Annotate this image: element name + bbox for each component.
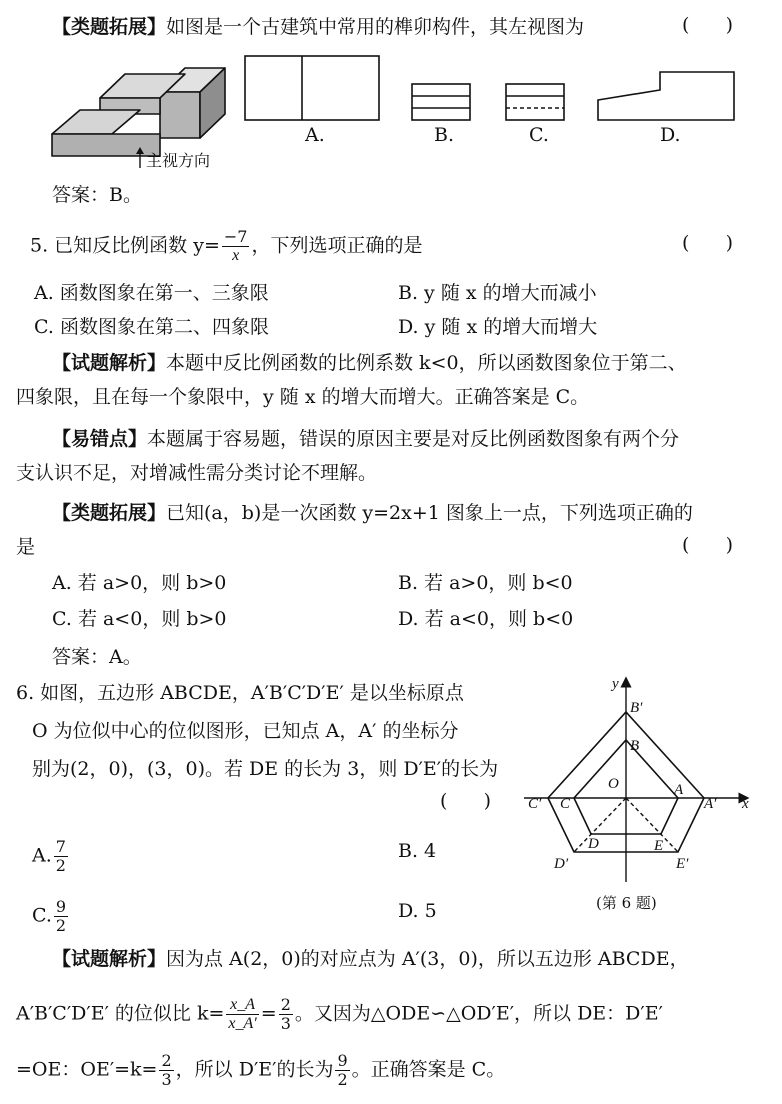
q5-stem-pre: 5. 已知反比例函数 y= [30, 234, 220, 257]
ext1-option-d-label: D. [660, 124, 681, 146]
q5-fraction [222, 228, 250, 265]
q6-analysis-text3a: =OE：OE′=k= [16, 1058, 158, 1081]
label-E1: E′ [676, 856, 689, 872]
q5-stem-post: ，下列选项正确的是 [251, 234, 423, 257]
q5-error-tag: 【易错点】 [52, 428, 148, 450]
q6-analysis-line3 [16, 1052, 505, 1089]
q6-analysis-text3b: ，所以 D′E′的长为 [175, 1058, 334, 1081]
optionB-shape [412, 84, 470, 120]
q6-analysis-tag: 【试题解析】 [52, 948, 167, 970]
ext2-stem-line2: 是 [16, 536, 36, 558]
ext1-option-figures [244, 54, 744, 124]
q6-analysis-text1: 因为点 A(2，0)的对应点为 A′(3，0)，所以五边形 ABCDE， [166, 948, 689, 970]
q6-analysis-line1 [52, 946, 689, 972]
q6-option-c [32, 898, 70, 935]
q6-option-c-num: 9 [55, 897, 67, 916]
ray-oe1 [626, 798, 678, 852]
q5-frac-num: −7 [223, 227, 248, 246]
q5-frac-den: x [232, 247, 240, 264]
ext1-option-a-label: A. [305, 124, 325, 146]
q5-error-line2: 支认识不足，对增减性需分类讨论不理解。 [16, 462, 378, 484]
q6-analysis-text3c: 。正确答案是 C。 [351, 1058, 506, 1081]
q5-stem [30, 228, 422, 265]
label-A: A [674, 782, 684, 798]
ray-od1 [574, 798, 626, 852]
q6-option-a-label: A. [32, 844, 52, 867]
q5-error-text1: 本题属于容易题，错误的原因主要是对反比例函数图象有两个分 [147, 428, 680, 450]
q6-kval-num: 2 [280, 995, 291, 1014]
q6-kval-den: 3 [280, 1014, 291, 1033]
ext1-option-b-label: B. [434, 124, 455, 146]
optionD-shape [598, 72, 734, 120]
label-D1: D′ [554, 856, 569, 872]
q5-analysis-text1: 本题中反比例函数的比例系数 k<0，所以函数图象位于第二、 [166, 352, 687, 374]
q5-analysis-line2: 四象限，且在每一个象限中，y 随 x 的增大而增大。正确答案是 C。 [16, 386, 590, 408]
ext2-option-d: D. 若 a<0，则 b<0 [398, 608, 574, 630]
ext1-figure-caption: 主视方向 [146, 151, 211, 170]
q5-option-d: D. y 随 x 的增大而增大 [398, 316, 598, 338]
q6-option-a-num: 7 [55, 837, 66, 856]
q6-answer-paren: ( ) [440, 790, 492, 812]
q6-eq-sign: = [260, 1002, 277, 1025]
ext2-option-c: C. 若 a<0，则 b>0 [52, 608, 227, 630]
q5-option-b: B. y 随 x 的增大而减小 [398, 282, 597, 304]
q5-analysis-tag: 【试题解析】 [52, 352, 167, 374]
q5-answer-paren: ( ) [682, 232, 734, 254]
q6-stem-line2: O 为位似中心的位似图形，已知点 A，A′ 的坐标分 [32, 720, 459, 742]
label-x: x [742, 796, 749, 812]
q5-error-line1 [52, 426, 679, 452]
q6-option-c-fraction [54, 898, 68, 935]
label-B1: B′ [630, 700, 643, 716]
ext1-tag: 【类题拓展】 [52, 16, 167, 38]
optionA-shape [245, 56, 379, 120]
q6-k-fraction [226, 996, 258, 1033]
optionC-shape [506, 84, 564, 120]
label-O: O [608, 776, 619, 792]
ext2-stem-line1 [52, 500, 693, 526]
ext2-stem-text1: 已知(a，b)是一次函数 y=2x+1 图象上一点，下列选项正确的 [166, 502, 693, 524]
q5-option-c: C. 函数图象在第二、四象限 [34, 316, 269, 338]
q6-option-a-fraction [54, 838, 68, 875]
q6-figure [516, 670, 766, 890]
q6-option-d: D. 5 [398, 900, 437, 922]
label-D: D [588, 836, 599, 852]
ext1-stem-text: 如图是一个古建筑中常用的榫卯构件，其左视图为 [166, 16, 585, 38]
ext1-option-c-label: C. [529, 124, 549, 146]
q6-option-c-den: 2 [55, 916, 67, 935]
q6-analysis-text2a: A′B′C′D′E′ 的位似比 k= [16, 1002, 225, 1025]
q6-stem-line1: 6. 如图，五边形 ABCDE，A′B′C′D′E′ 是以坐标原点 [16, 682, 464, 704]
q5-option-a: A. 函数图象在第一、三象限 [34, 282, 269, 304]
label-B: B [630, 738, 640, 754]
q5-analysis-line1 [52, 350, 687, 376]
q6-analysis-text2b: 。又因为△ODE∽△OD′E′，所以 DE：D′E′ [294, 1002, 663, 1025]
ext2-tag: 【类题拓展】 [52, 502, 167, 524]
label-E: E [654, 838, 664, 854]
label-A1: A′ [704, 796, 717, 812]
q6-ratio-den: 3 [161, 1070, 172, 1089]
ext2-option-a: A. 若 a>0，则 b>0 [52, 572, 227, 594]
ext1-answer: 答案：B。 [52, 184, 142, 206]
ext1-answer-paren: ( ) [682, 14, 734, 36]
q6-analysis-line2 [16, 996, 663, 1033]
q6-option-b: B. 4 [398, 840, 437, 862]
q6-ratio-fraction [159, 1052, 173, 1089]
q6-option-a [32, 838, 70, 875]
q6-result-den: 2 [337, 1070, 348, 1089]
q6-k-num: x_A [226, 996, 258, 1015]
q6-option-c-label: C. [32, 904, 52, 927]
q6-option-a-den: 2 [55, 856, 66, 875]
label-y: y [612, 676, 619, 692]
ext2-answer: 答案：A。 [52, 646, 142, 668]
q6-result-num: 9 [337, 1051, 348, 1070]
label-C1: C′ [528, 796, 542, 812]
q6-k-den: x_A′ [228, 1015, 257, 1032]
ext2-answer-paren: ( ) [682, 534, 734, 556]
q6-ratio-num: 2 [161, 1051, 172, 1070]
ext2-option-b: B. 若 a>0，则 b<0 [398, 572, 573, 594]
label-C: C [560, 796, 571, 812]
q6-stem-line3: 别为(2，0)，(3，0)。若 DE 的长为 3，则 D′E′的长为 [32, 758, 499, 780]
q6-figure-caption: (第 6 题) [596, 894, 657, 912]
q6-result-fraction [335, 1052, 349, 1089]
q6-kval-fraction [279, 996, 293, 1033]
ext1-stem [52, 14, 584, 40]
